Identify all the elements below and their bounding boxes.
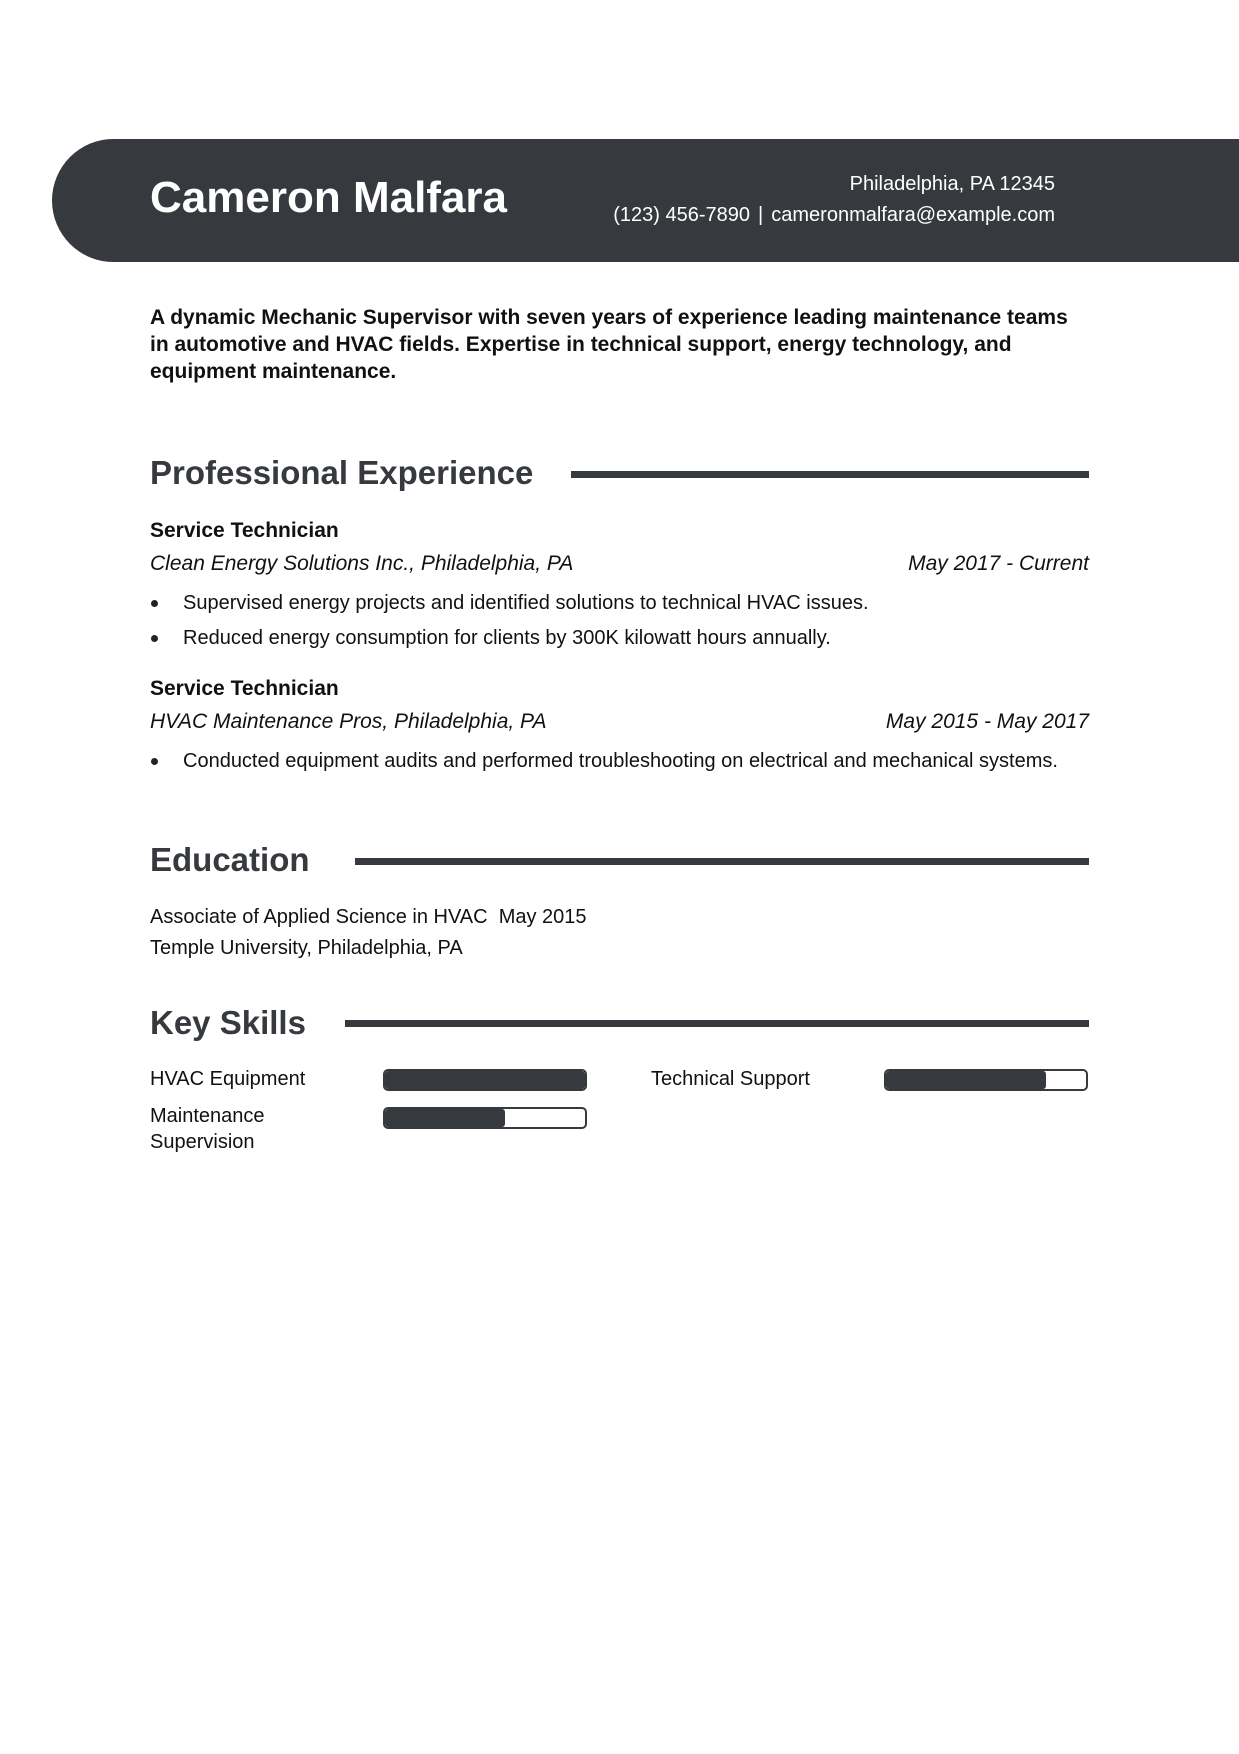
contact-line [613,201,1055,229]
skill-level-bar [884,1069,1088,1091]
job-title: Service Technician [150,677,339,700]
job-bullet [150,748,1075,774]
job-bullet [150,590,1090,616]
job-title: Service Technician [150,519,339,542]
education-school: Temple University, Philadelphia, PA [150,937,463,959]
job-bullet [150,625,1090,651]
job-bullet-text: Reduced energy consumption for clients by 300K kilowatt hours annually. [183,627,831,649]
contact-separator: | [758,204,764,226]
skill-level-fill [886,1071,1046,1089]
experience-section-rule [571,471,1089,478]
job-company: Clean Energy Solutions Inc., Philadelphia, PA [150,552,574,575]
bullet-dot-icon [151,635,158,642]
job-bullet-text: Conducted equipment audits and performed troubleshooting on electrical and mechanical systems. [183,750,1058,772]
skill-level-bar [383,1107,587,1129]
contact-phone: (123) 456-7890 [613,204,751,226]
skill-label: Maintenance Supervision [150,1105,265,1153]
contact-email[interactable]: cameronmalfara@example.com [771,204,1055,226]
skills-section-rule [345,1020,1089,1027]
education-section-rule [355,858,1089,865]
contact-address: Philadelphia, PA 12345 [849,173,1055,195]
skill-level-fill [385,1109,505,1127]
professional-summary: A dynamic Mechanic Supervisor with seven years of experience leading maintenance teams in automotive and HVAC fields. Expertise in technical support, energy technology, and equipment maintenance. [150,306,1068,383]
job-dates: May 2017 - Current [908,552,1089,575]
bullet-dot-icon [151,758,158,765]
job-dates: May 2015 - May 2017 [885,710,1089,733]
experience-section-title: Professional Experience [150,454,534,491]
skill-level-bar [383,1069,587,1091]
skill-label: Technical Support [651,1068,810,1090]
skill-label: HVAC Equipment [150,1068,306,1090]
education-degree: Associate of Applied Science in HVAC May 2015 [150,906,587,928]
bullet-dot-icon [151,600,158,607]
skills-section-title: Key Skills [150,1004,306,1041]
skill-level-fill [385,1071,585,1089]
candidate-name: Cameron Malfara [150,173,508,222]
job-company: HVAC Maintenance Pros, Philadelphia, PA [150,710,547,733]
job-bullet-text: Supervised energy projects and identified solutions to technical HVAC issues. [183,592,869,614]
education-section-title: Education [150,841,310,878]
